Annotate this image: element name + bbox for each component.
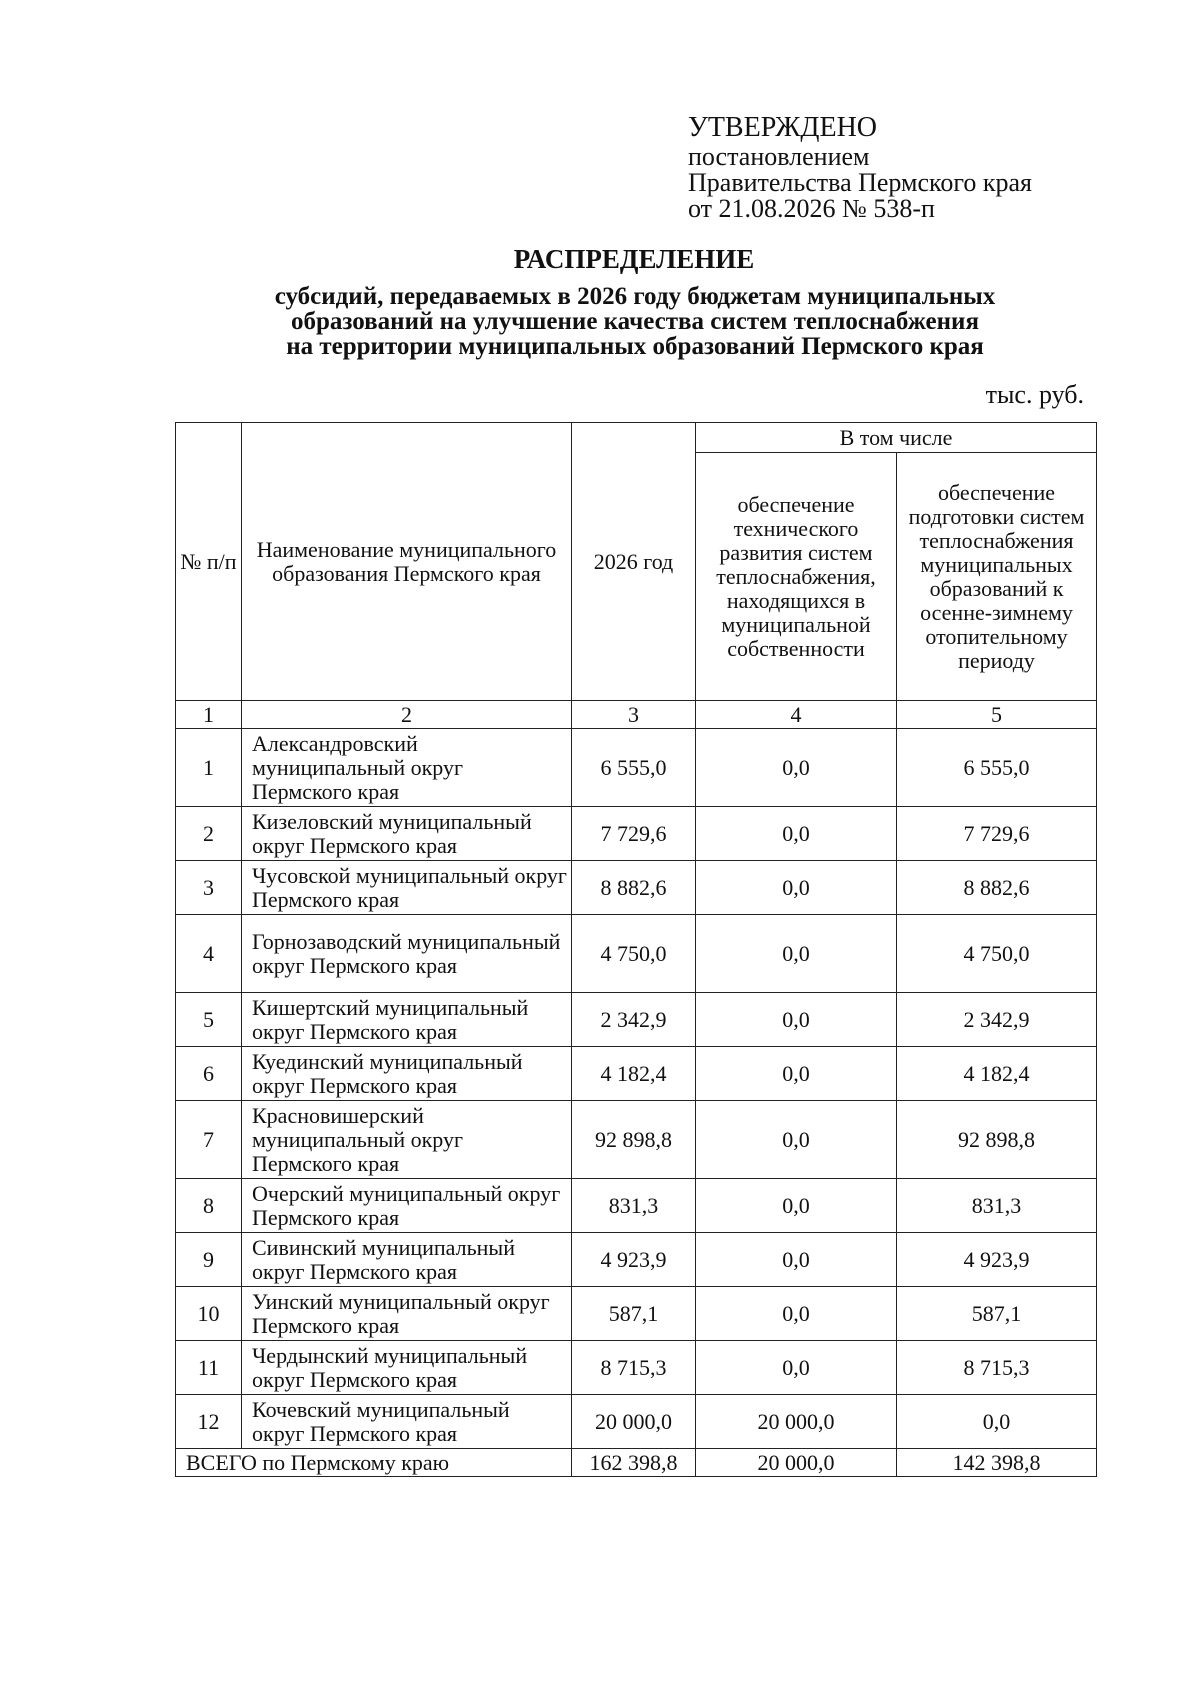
municipality-name: Александровский муниципальный округ Пермского края: [242, 729, 572, 807]
preparation-amount: 4 923,9: [897, 1233, 1097, 1287]
technical-amount: 20 000,0: [696, 1395, 897, 1449]
technical-amount: 0,0: [696, 729, 897, 807]
approval-stamp: [688, 112, 1032, 222]
table-row: [176, 1233, 1097, 1287]
grand-total-preparation: 142 398,8: [897, 1449, 1097, 1477]
preparation-amount: 0,0: [897, 1395, 1097, 1449]
total-amount: 6 555,0: [572, 729, 696, 807]
column-number: 3: [572, 701, 696, 729]
technical-amount: 0,0: [696, 1047, 897, 1101]
row-number: 2: [176, 807, 242, 861]
subtitle-line-1: субсидий, передаваемых в 2026 году бюджетам муниципальных: [274, 283, 996, 310]
grand-total-technical: 20 000,0: [696, 1449, 897, 1477]
total-row: [176, 1449, 1097, 1477]
municipality-name: Горнозаводский муниципальный округ Пермского края: [242, 915, 572, 993]
subtitle-line-2: образований на улучшение качества систем теплоснабжения: [291, 308, 979, 335]
preparation-amount: 4 750,0: [897, 915, 1097, 993]
total-amount: 92 898,8: [572, 1101, 696, 1179]
total-label: ВСЕГО по Пермскому краю: [176, 1449, 572, 1477]
technical-amount: 0,0: [696, 1101, 897, 1179]
preparation-amount: 8 715,3: [897, 1341, 1097, 1395]
technical-amount: 0,0: [696, 1179, 897, 1233]
row-number: 6: [176, 1047, 242, 1101]
header-year: 2026 год: [572, 423, 696, 701]
technical-amount: 0,0: [696, 1287, 897, 1341]
approval-line-3: Правительства Пермского края: [688, 168, 1032, 197]
table-row: [176, 915, 1097, 993]
document-title: РАСПРЕДЕЛЕНИЕ: [513, 244, 755, 274]
column-number: 4: [696, 701, 897, 729]
row-number: 1: [176, 729, 242, 807]
approval-title: УТВЕРЖДЕНО: [688, 112, 878, 143]
table-row: [176, 729, 1097, 807]
preparation-amount: 8 882,6: [897, 861, 1097, 915]
row-number: 11: [176, 1341, 242, 1395]
preparation-amount: 92 898,8: [897, 1101, 1097, 1179]
column-numbers-row: [176, 701, 1097, 729]
technical-amount: 0,0: [696, 915, 897, 993]
table-row: [176, 1047, 1097, 1101]
municipality-name: Чердынский муниципальный округ Пермского края: [242, 1341, 572, 1395]
row-number: 3: [176, 861, 242, 915]
subtitle-line-3: на территории муниципальных образований Пермского края: [286, 333, 984, 360]
column-number: 1: [176, 701, 242, 729]
row-number: 12: [176, 1395, 242, 1449]
total-amount: 20 000,0: [572, 1395, 696, 1449]
total-amount: 4 923,9: [572, 1233, 696, 1287]
preparation-amount: 6 555,0: [897, 729, 1097, 807]
technical-amount: 0,0: [696, 1341, 897, 1395]
preparation-amount: 587,1: [897, 1287, 1097, 1341]
technical-amount: 0,0: [696, 1233, 897, 1287]
municipality-name: Чусовской муниципальный округ Пермского края: [242, 861, 572, 915]
grand-total-amount: 162 398,8: [572, 1449, 696, 1477]
municipality-name: Куединский муниципальный округ Пермского края: [242, 1047, 572, 1101]
table-row: [176, 1101, 1097, 1179]
header-technical-development: обеспечение технического развития систем теплоснабжения, находящихся в муниципальной собственности: [696, 453, 897, 701]
header-including: В том числе: [696, 423, 1097, 453]
distribution-table: [175, 422, 1097, 1477]
technical-amount: 0,0: [696, 807, 897, 861]
table-row: [176, 1395, 1097, 1449]
row-number: 4: [176, 915, 242, 993]
municipality-name: Красновишерский муниципальный округ Пермского края: [242, 1101, 572, 1179]
table-row: [176, 993, 1097, 1047]
column-number: 2: [242, 701, 572, 729]
municipality-name: Кочевский муниципальный округ Пермского края: [242, 1395, 572, 1449]
municipality-name: Уинский муниципальный округ Пермского края: [242, 1287, 572, 1341]
preparation-amount: 831,3: [897, 1179, 1097, 1233]
row-number: 8: [176, 1179, 242, 1233]
header-name: Наименование муниципального образования Пермского края: [242, 423, 572, 701]
approval-line-4: от 21.08.2026 № 538-п: [688, 194, 935, 223]
table-row: [176, 1179, 1097, 1233]
total-amount: 4 182,4: [572, 1047, 696, 1101]
column-number: 5: [897, 701, 1097, 729]
row-number: 10: [176, 1287, 242, 1341]
technical-amount: 0,0: [696, 861, 897, 915]
row-number: 5: [176, 993, 242, 1047]
total-amount: 7 729,6: [572, 807, 696, 861]
municipality-name: Сивинский муниципальный округ Пермского края: [242, 1233, 572, 1287]
table-row: [176, 1341, 1097, 1395]
municipality-name: Кизеловский муниципальный округ Пермского края: [242, 807, 572, 861]
preparation-amount: 2 342,9: [897, 993, 1097, 1047]
table-row: [176, 1287, 1097, 1341]
header-number: № п/п: [176, 423, 242, 701]
approval-line-2: постановлением: [688, 142, 870, 171]
row-number: 7: [176, 1101, 242, 1179]
total-amount: 4 750,0: [572, 915, 696, 993]
header-heating-preparation: обеспечение подготовки систем теплоснабжения муниципальных образований к осенне-зимнему отопительному периоду: [897, 453, 1097, 701]
total-amount: 8 715,3: [572, 1341, 696, 1395]
table-row: [176, 807, 1097, 861]
technical-amount: 0,0: [696, 993, 897, 1047]
municipality-name: Кишертский муниципальный округ Пермского края: [242, 993, 572, 1047]
municipality-name: Очерский муниципальный округ Пермского края: [242, 1179, 572, 1233]
total-amount: 587,1: [572, 1287, 696, 1341]
total-amount: 8 882,6: [572, 861, 696, 915]
total-amount: 831,3: [572, 1179, 696, 1233]
table-row: [176, 861, 1097, 915]
row-number: 9: [176, 1233, 242, 1287]
total-amount: 2 342,9: [572, 993, 696, 1047]
preparation-amount: 7 729,6: [897, 807, 1097, 861]
document-subtitle: [60, 284, 1200, 359]
units-label: тыс. руб.: [985, 380, 1084, 409]
preparation-amount: 4 182,4: [897, 1047, 1097, 1101]
